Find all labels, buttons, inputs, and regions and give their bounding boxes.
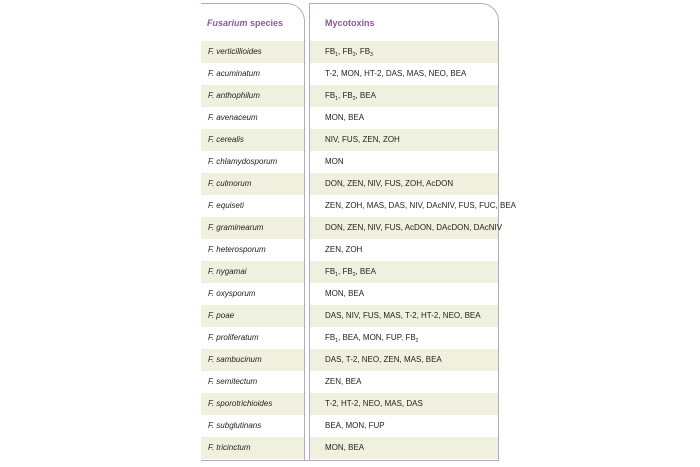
table-row bbox=[201, 305, 499, 327]
mycotoxins-cell: MON bbox=[325, 157, 344, 166]
table-row bbox=[201, 173, 499, 195]
mycotoxins-cell: DAS, T-2, NEO, ZEN, MAS, BEA bbox=[325, 355, 442, 364]
table-header bbox=[201, 3, 499, 41]
table-row bbox=[201, 437, 499, 459]
mycotoxins-cell: T-2, HT-2, NEO, MAS, DAS bbox=[325, 399, 423, 408]
table-row bbox=[201, 195, 516, 217]
header-mycotoxins: Mycotoxins bbox=[325, 18, 375, 28]
table-row bbox=[201, 371, 499, 393]
header-species-rest: species bbox=[247, 18, 284, 28]
mycotoxins-cell: $FB_1$, $FB_2$, $FB_3$ bbox=[325, 47, 373, 58]
mycotoxins-cell: MON, BEA bbox=[325, 289, 365, 298]
mycotoxins-cell: $FB_1$, $FB_2$, BEA bbox=[325, 267, 376, 278]
table-row bbox=[201, 393, 499, 415]
species-cell: F. acuminatum bbox=[208, 69, 260, 78]
mycotoxins-cell: BEA, MON, FUP bbox=[325, 421, 385, 430]
species-cell: F. sambucinum bbox=[208, 355, 262, 364]
species-cell: F. cerealis bbox=[208, 135, 244, 144]
table-row bbox=[201, 261, 499, 283]
species-cell: F. semitectum bbox=[208, 377, 258, 386]
mycotoxins-cell: $FB_1$, BEA, MON, FUP, $FB_2$ bbox=[325, 333, 419, 344]
species-cell: F. anthophilum bbox=[208, 91, 260, 100]
table-row bbox=[201, 85, 499, 107]
header-species bbox=[207, 18, 283, 28]
mycotoxins-cell: ZEN, BEA bbox=[325, 377, 362, 386]
species-cell: F. heterosporum bbox=[208, 245, 266, 254]
mycotoxins-cell: MON, BEA bbox=[325, 443, 365, 452]
table-row bbox=[201, 283, 499, 305]
table-row bbox=[201, 415, 499, 437]
species-cell: F. proliferatum bbox=[208, 333, 259, 342]
table-row bbox=[201, 217, 503, 239]
species-cell: F. culmorum bbox=[208, 179, 252, 188]
header-species-italic: Fusarium bbox=[207, 18, 248, 28]
table-row bbox=[201, 239, 499, 261]
species-cell: F. oxysporum bbox=[208, 289, 256, 298]
mycotoxins-cell: T-2, MON, HT-2, DAS, MAS, NEO, BEA bbox=[325, 69, 467, 78]
mycotoxins-cell: MON, BEA bbox=[325, 113, 365, 122]
table-row bbox=[201, 63, 499, 85]
table-row bbox=[201, 349, 499, 371]
table-row bbox=[201, 151, 499, 173]
table-row bbox=[201, 327, 499, 349]
mycotoxins-cell: DON, ZEN, NIV, FUS, AcDON, DAcDON, DAcNIV bbox=[325, 223, 503, 232]
table-row bbox=[201, 41, 499, 63]
mycotoxin-table bbox=[201, 3, 516, 461]
species-cell: F. poae bbox=[208, 311, 235, 320]
mycotoxins-cell: DAS, NIV, FUS, MAS, T-2, HT-2, NEO, BEA bbox=[325, 311, 481, 320]
mycotoxins-cell: DON, ZEN, NIV, FUS, ZOH, AcDON bbox=[325, 179, 454, 188]
species-cell: F. equiseti bbox=[208, 201, 244, 210]
species-cell: F. sporotrichioides bbox=[208, 399, 273, 408]
species-cell: F. avenaceum bbox=[208, 113, 258, 122]
species-cell: F. verticillioides bbox=[208, 47, 262, 56]
species-cell: F. graminearum bbox=[208, 223, 264, 232]
mycotoxins-cell: ZEN, ZOH, MAS, DAS, NIV, DAcNIV, FUS, FUC, BEA bbox=[325, 201, 516, 210]
mycotoxins-cell: NIV, FUS, ZEN, ZOH bbox=[325, 135, 400, 144]
table-body bbox=[201, 41, 516, 459]
species-cell: F. chlamydosporum bbox=[208, 157, 278, 166]
table-row bbox=[201, 129, 499, 151]
species-cell: F. subglutinans bbox=[208, 421, 262, 430]
mycotoxins-cell: ZEN, ZOH bbox=[325, 245, 363, 254]
table-row bbox=[201, 107, 499, 129]
bottom-rule bbox=[201, 460, 499, 461]
species-cell: F. nygamai bbox=[208, 267, 247, 276]
mycotoxins-cell: $FB_1$, $FB_2$, BEA bbox=[325, 91, 376, 102]
species-cell: F. tricinctum bbox=[208, 443, 251, 452]
